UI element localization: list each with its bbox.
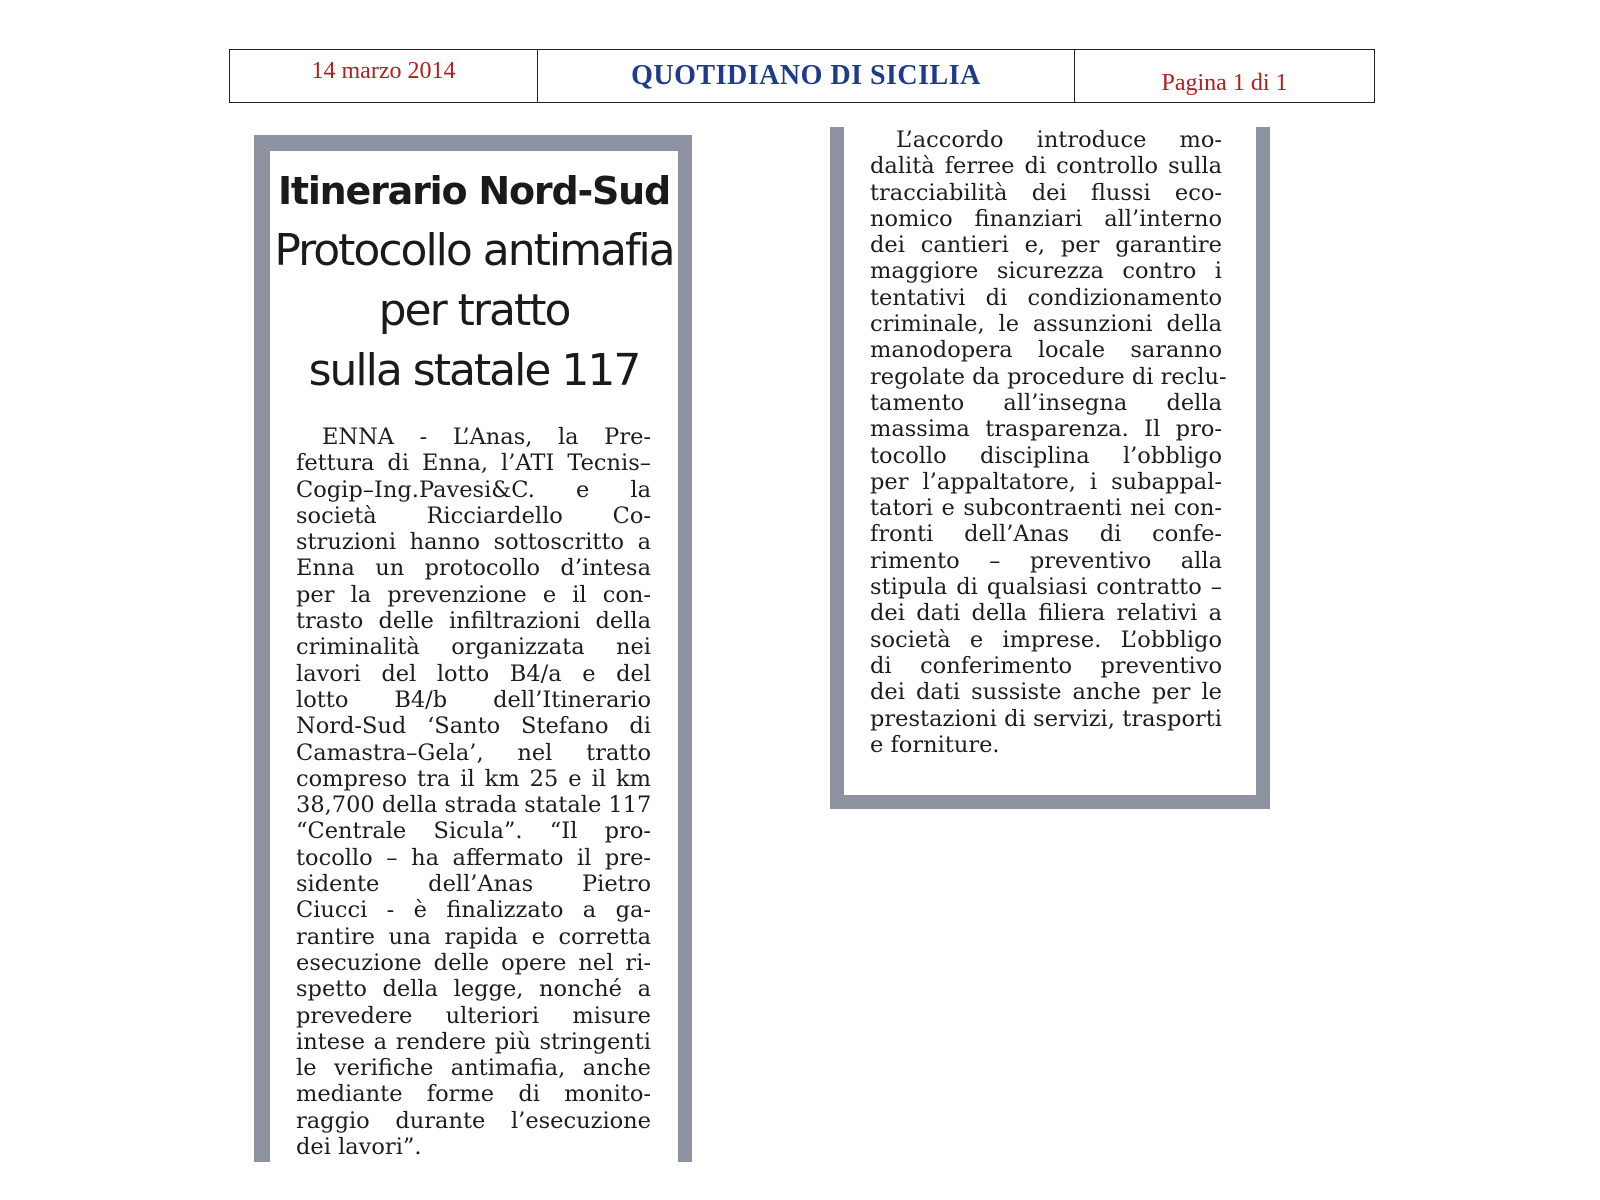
article-clip-left [254,135,692,1162]
body-line: mediante forme di monito- [296,1081,651,1108]
body-line: Nord-Sud ‘Santo Stefano di [296,713,651,740]
body-line: spetto della legge, nonché a [296,976,651,1003]
body-line: di conferimento preventivo [870,652,1222,679]
header-date: 14 marzo 2014 [311,57,456,84]
article-title-line: sulla statale 117 [308,345,640,396]
body-line: dei cantieri e, per garantire [870,232,1222,259]
article-clip-right [830,127,1270,809]
body-line: prevedere ulteriori misure [296,1002,651,1029]
body-line: rantire una rapida e corretta [296,923,651,950]
body-line: Enna un protocollo d’intesa [296,555,651,582]
body-line: ENNA - L’Anas, la Pre- [322,424,651,450]
body-line: struzioni hanno sottoscritto a [296,529,651,556]
page-header-table [229,49,1375,103]
body-line: maggiore sicurezza contro i [870,258,1222,285]
body-line: per la prevenzione e il con- [296,581,651,608]
body-line: dei dati sussiste anche per le [870,679,1222,706]
body-line: compreso tra il km 25 e il km [296,765,651,792]
article-kicker: Itinerario Nord-Sud [277,169,671,213]
body-line: criminale, le assunzioni della [870,311,1222,338]
article-title-line: per tratto [378,285,570,336]
body-line: rimento – preventivo alla [870,547,1222,574]
body-line: stipula di qualsiasi contratto – [870,574,1222,601]
body-line: tatori e subcontraenti nei con- [870,495,1222,522]
article-title-line: Protocollo antimafia [274,225,674,276]
body-line: dalità ferree di controllo sulla [870,153,1222,180]
body-line: Cogip–Ing.Pavesi&C. e la [296,476,651,503]
body-line: L’accordo introduce mo- [896,127,1222,153]
body-line: “Centrale Sicula”. “Il pro- [296,818,651,845]
header-newspaper-name: QUOTIDIANO DI SICILIA [537,50,1074,102]
body-line: e forniture. [870,731,1000,758]
body-line: prestazioni di servizi, trasporti [870,705,1222,732]
body-line: le verifiche antimafia, anche [296,1055,651,1082]
body-line: dei lavori”. [296,1134,422,1161]
body-line: tocollo disciplina l’obbligo [870,442,1222,469]
body-line: lavori del lotto B4/a e del [296,660,651,687]
body-line: società Ricciardello Co- [296,502,651,529]
body-line: lotto B4/b dell’Itinerario [296,686,651,713]
body-line: regolate da procedure di reclu- [870,363,1227,390]
body-line: tentativi di condizionamento [870,284,1222,311]
body-line: Camastra–Gela’, nel tratto [296,739,651,766]
article-title [270,221,678,401]
body-line: tocollo – ha affermato il pre- [296,844,651,871]
header-page-number: Pagina 1 di 1 [1074,50,1374,102]
body-line: criminalità organizzata nei [296,634,651,661]
body-line: esecuzione delle opere nel ri- [296,949,651,976]
body-line: 38,700 della strada statale 117 [296,792,652,819]
body-line: tamento all’insegna della [870,389,1222,416]
body-line: intese a rendere più stringenti [296,1028,651,1055]
body-line: fronti dell’Anas di confe- [870,521,1222,548]
body-line: trasto delle infiltrazioni della [296,608,651,635]
body-line: società e imprese. L’obbligo [870,626,1222,653]
body-line: tracciabilità dei flussi eco- [870,179,1222,206]
body-line: manodopera locale saranno [870,337,1222,364]
article-body-column-1 [296,424,651,1160]
body-line: raggio durante l’esecuzione [296,1107,651,1134]
body-line: fettura di Enna, l’ATI Tecnis– [296,450,651,477]
body-line: massima trasparenza. Il pro- [870,416,1222,443]
body-line: sidente dell’Anas Pietro [296,871,651,898]
body-line: Ciucci - è finalizzato a ga- [296,897,651,924]
article-body-column-2 [870,127,1227,758]
body-line: dei dati della filiera relativi a [870,600,1222,627]
body-line: nomico finanziari all’interno [870,205,1222,232]
body-line: per l’appaltatore, i subappal- [870,468,1222,495]
